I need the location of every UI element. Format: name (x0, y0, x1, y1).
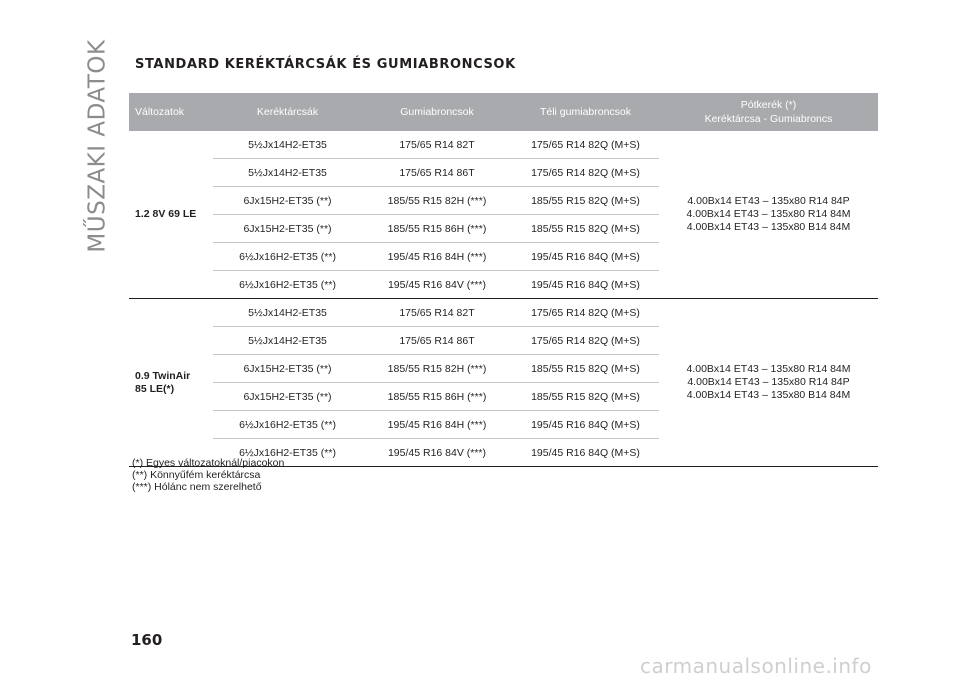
tyre-cell: 195/45 R16 84V (***) (362, 439, 512, 467)
wheel-cell: 5½Jx14H2-ET35 (213, 299, 362, 327)
wheel-cell: 6½Jx16H2-ET35 (**) (213, 439, 362, 467)
spare-wheel-cell (659, 299, 878, 467)
spare-wheel-line: 4.00Bx14 ET43 – 135x80 R14 84M (686, 363, 851, 375)
wheel-cell: 6Jx15H2-ET35 (**) (213, 383, 362, 411)
table-row (129, 131, 878, 159)
spare-wheel-line: 4.00Bx14 ET43 – 135x80 B14 84M (686, 389, 851, 401)
header-tyres: Gumiabroncsok (362, 93, 512, 131)
section-title: STANDARD KERÉKTÁRCSÁK ÉS GUMIABRONCSOK (135, 57, 516, 72)
chapter-side-title (78, 39, 118, 253)
variant-cell (129, 299, 213, 467)
wheel-cell: 5½Jx14H2-ET35 (213, 327, 362, 355)
footnote: (*) Egyes változatoknál/piacokon (132, 457, 285, 469)
tyre-cell: 175/65 R14 86T (362, 159, 512, 187)
wheel-cell: 6½Jx16H2-ET35 (**) (213, 271, 362, 299)
tyre-cell: 185/55 R15 82H (***) (362, 187, 512, 215)
footnote: (**) Könnyűfém keréktárcsa (132, 469, 261, 481)
header-variants: Változatok (129, 93, 213, 131)
footnote: (***) Hólánc nem szerelhető (132, 481, 262, 493)
wheel-tyre-table (129, 93, 878, 467)
header-spare-line1: Pótkerék (*) (740, 99, 797, 111)
tyre-cell: 195/45 R16 84V (***) (362, 271, 512, 299)
winter-tyre-cell: 195/45 R16 84Q (M+S) (512, 411, 659, 439)
winter-tyre-cell: 185/55 R15 82Q (M+S) (512, 215, 659, 243)
header-spare-line2: Keréktárcsa - Gumiabroncs (704, 113, 833, 125)
tyre-cell: 175/65 R14 86T (362, 327, 512, 355)
wheel-cell: 6Jx15H2-ET35 (**) (213, 215, 362, 243)
tyre-cell: 175/65 R14 82T (362, 131, 512, 159)
winter-tyre-cell: 195/45 R16 84Q (M+S) (512, 243, 659, 271)
table-row (129, 299, 878, 327)
wheel-cell: 5½Jx14H2-ET35 (213, 131, 362, 159)
header-winter-tyres: Téli gumiabroncsok (512, 93, 659, 131)
variant-cell (129, 131, 213, 299)
table-header-row (129, 93, 878, 131)
footnotes (132, 457, 284, 493)
watermark: carmanualsonline.info (640, 654, 872, 678)
tyre-cell: 195/45 R16 84H (***) (362, 411, 512, 439)
wheel-cell: 6Jx15H2-ET35 (**) (213, 187, 362, 215)
tyre-cell: 185/55 R15 86H (***) (362, 215, 512, 243)
table-body (129, 131, 878, 467)
winter-tyre-cell: 175/65 R14 82Q (M+S) (512, 131, 659, 159)
winter-tyre-cell: 185/55 R15 82Q (M+S) (512, 355, 659, 383)
header-spare-wheel (659, 93, 878, 131)
spare-wheel-line: 4.00Bx14 ET43 – 135x80 R14 84P (687, 195, 850, 207)
spare-wheel-line: 4.00Bx14 ET43 – 135x80 R14 84P (687, 376, 850, 388)
spare-wheel-line: 4.00Bx14 ET43 – 135x80 B14 84M (686, 221, 851, 233)
spare-wheel-line: 4.00Bx14 ET43 – 135x80 R14 84M (686, 208, 851, 220)
header-wheels: Keréktárcsák (213, 93, 362, 131)
tyre-cell: 175/65 R14 82T (362, 299, 512, 327)
variant-name-line: 85 LE(*) (135, 382, 175, 395)
spare-wheel-cell (659, 131, 878, 299)
winter-tyre-cell: 175/65 R14 82Q (M+S) (512, 159, 659, 187)
winter-tyre-cell: 175/65 R14 82Q (M+S) (512, 299, 659, 327)
tyre-cell: 185/55 R15 86H (***) (362, 383, 512, 411)
page-number: 160 (131, 631, 163, 649)
wheel-cell: 6½Jx16H2-ET35 (**) (213, 243, 362, 271)
wheel-cell: 6½Jx16H2-ET35 (**) (213, 411, 362, 439)
winter-tyre-cell: 175/65 R14 82Q (M+S) (512, 327, 659, 355)
tyre-cell: 195/45 R16 84H (***) (362, 243, 512, 271)
winter-tyre-cell: 185/55 R15 82Q (M+S) (512, 187, 659, 215)
winter-tyre-cell: 195/45 R16 84Q (M+S) (512, 271, 659, 299)
wheel-cell: 6Jx15H2-ET35 (**) (213, 355, 362, 383)
variant-name-line: 0.9 TwinAir (135, 369, 191, 382)
tyre-cell: 185/55 R15 82H (***) (362, 355, 512, 383)
wheel-cell: 5½Jx14H2-ET35 (213, 159, 362, 187)
chapter-side-title-text: MŰSZAKI ADATOK (85, 39, 112, 253)
variant-name-line: 1.2 8V 69 LE (135, 208, 197, 220)
winter-tyre-cell: 195/45 R16 84Q (M+S) (512, 439, 659, 467)
winter-tyre-cell: 185/55 R15 82Q (M+S) (512, 383, 659, 411)
